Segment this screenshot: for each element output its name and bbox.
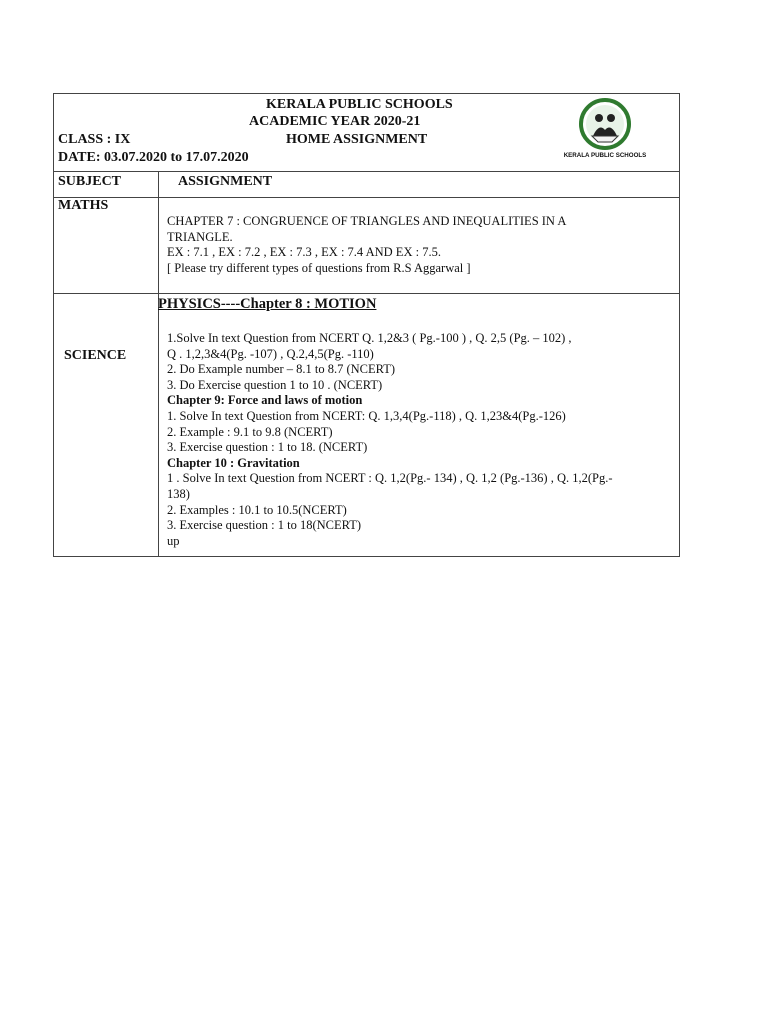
- science-line: 3. Do Exercise question 1 to 10 . (NCERT): [167, 377, 383, 392]
- date-range: DATE: 03.07.2020 to 17.07.2020: [58, 150, 249, 165]
- science-subject-label: SCIENCE: [64, 348, 127, 363]
- science-line: 2. Do Example number – 8.1 to 8.7 (NCERT): [167, 362, 396, 377]
- maths-line: [ Please try different types of questions from R.S Aggarwal ]: [167, 260, 471, 275]
- maths-line: EX : 7.1 , EX : 7.2 , EX : 7.3 , EX : 7.4 AND EX : 7.5.: [167, 245, 441, 259]
- assignment-title: HOME ASSIGNMENT: [286, 132, 428, 147]
- maths-line: CHAPTER 7 : CONGRUENCE OF TRIANGLES AND INEQUALITIES IN A: [167, 214, 567, 228]
- science-line: 138): [167, 486, 190, 501]
- science-line: Q . 1,2,3&4(Pg. -107) , Q.2,4,5(Pg. -110): [167, 346, 374, 361]
- science-line: 1.Solve In text Question from NCERT Q. 1,2&3 ( Pg.-100 ) , Q. 2,5 (Pg. – 102) ,: [167, 331, 572, 345]
- chapter-9-heading: Chapter 9: Force and laws of motion: [167, 393, 363, 408]
- science-line: up: [167, 533, 180, 548]
- chapter-10-heading: Chapter 10 : Gravitation: [167, 455, 300, 470]
- class-label: CLASS : IX: [58, 132, 131, 147]
- logo-caption: KERALA PUBLIC SCHOOLS: [563, 152, 647, 159]
- document-header: [54, 94, 679, 171]
- science-line: 2. Example : 9.1 to 9.8 (NCERT): [167, 424, 333, 439]
- divider-columns: [54, 197, 679, 198]
- school-logo-icon: [563, 96, 647, 162]
- school-name: KERALA PUBLIC SCHOOLS: [266, 97, 453, 112]
- maths-line: TRIANGLE.: [167, 229, 233, 244]
- science-line: 3. Exercise question : 1 to 18(NCERT): [167, 518, 362, 533]
- physics-chapter-heading: PHYSICS----Chapter 8 : MOTION: [158, 296, 377, 312]
- science-line: 1 . Solve In text Question from NCERT : Q. 1,2(Pg.- 134) , Q. 1,2 (Pg.-136) , Q. 1,2(Pg.-: [167, 471, 613, 486]
- academic-year: ACADEMIC YEAR 2020-21: [249, 114, 421, 129]
- assignment-column-header: ASSIGNMENT: [178, 174, 273, 189]
- column-divider: [158, 171, 159, 556]
- assignment-sheet: [53, 93, 680, 557]
- maths-subject-label: MATHS: [58, 198, 109, 213]
- science-line: 1. Solve In text Question from NCERT: Q. 1,3,4(Pg.-118) , Q. 1,23&4(Pg.-126): [167, 408, 566, 423]
- science-assignment: [167, 331, 675, 549]
- subject-column-header: SUBJECT: [58, 174, 122, 189]
- divider-header: [54, 171, 679, 172]
- science-line: 2. Examples : 10.1 to 10.5(NCERT): [167, 502, 347, 517]
- divider-maths: [54, 293, 679, 294]
- maths-assignment: [167, 214, 667, 276]
- science-line: 3. Exercise question : 1 to 18. (NCERT): [167, 440, 368, 455]
